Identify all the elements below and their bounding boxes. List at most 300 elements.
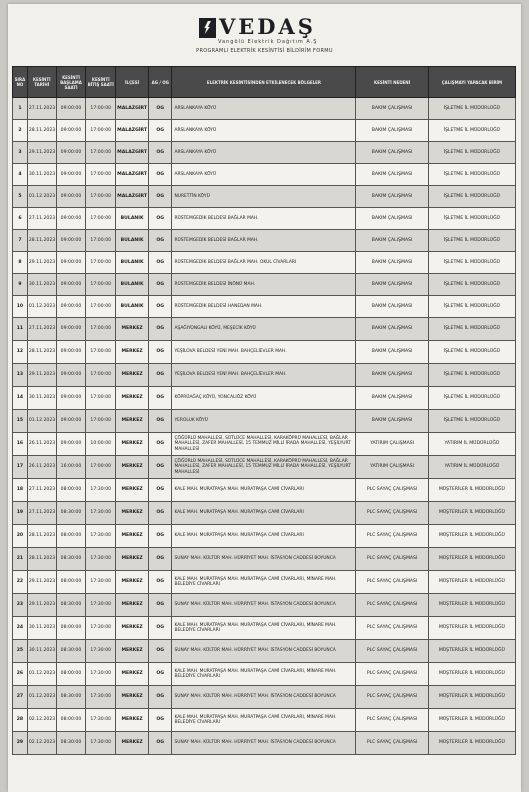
cell-voltage-level: OG <box>149 594 172 617</box>
cell-start-time: 08:30:00 <box>56 686 86 709</box>
cell-end-time: 17:00:00 <box>86 142 116 164</box>
cell-reason: PLC SAYAÇ ÇALIŞMASI <box>356 686 428 709</box>
table-row <box>13 594 516 617</box>
cell-end-time: 17:30:00 <box>86 640 116 663</box>
cell-reason: PLC SAYAÇ ÇALIŞMASI <box>356 502 428 525</box>
cell-start-time: 09:00:00 <box>56 142 86 164</box>
cell-end-time: 17:00:00 <box>86 274 116 296</box>
cell-date: 30.11.2023 <box>27 387 56 410</box>
cell-end-time: 17:00:00 <box>86 341 116 364</box>
cell-responsible-unit: MÜŞTERİLER İL MÜDÜRLÜĞÜ <box>428 548 515 571</box>
cell-date: 01.12.2023 <box>27 296 56 318</box>
cell-row-number: 26 <box>13 663 28 686</box>
cell-date: 29.11.2023 <box>27 364 56 387</box>
cell-voltage-level: OG <box>149 617 172 640</box>
column-header-district: İLÇESİ <box>116 67 149 98</box>
cell-end-time: 17:00:00 <box>86 98 116 120</box>
cell-date: 27.11.2023 <box>27 98 56 120</box>
cell-responsible-unit: İŞLETME İL MÜDÜRLÜĞÜ <box>428 410 515 433</box>
cell-voltage-level: OG <box>149 341 172 364</box>
cell-affected-regions: SUNAY MAH. KÜLTÜR MAH. HÜRRİYET MAH. İSTASYON CADDESİ BOYUNCA <box>172 732 356 755</box>
cell-start-time: 09:00:00 <box>56 318 86 341</box>
cell-affected-regions: KALE MAH. MURATPAŞA MAH. MURATPAŞA CAMİ CİVARLARI <box>172 479 356 502</box>
document-page <box>8 4 521 792</box>
cell-reason: PLC SAYAÇ ÇALIŞMASI <box>356 709 428 732</box>
cell-row-number: 11 <box>13 318 28 341</box>
cell-responsible-unit: İŞLETME İL MÜDÜRLÜĞÜ <box>428 186 515 208</box>
cell-row-number: 1 <box>13 98 28 120</box>
cell-affected-regions: RÜSTEMGEDİK BELDESİ HANEDAN MAH. <box>172 296 356 318</box>
cell-end-time: 17:00:00 <box>86 318 116 341</box>
cell-responsible-unit: İŞLETME İL MÜDÜRLÜĞÜ <box>428 341 515 364</box>
cell-voltage-level: OG <box>149 318 172 341</box>
cell-date: 01.12.2023 <box>27 186 56 208</box>
cell-date: 29.11.2023 <box>27 142 56 164</box>
cell-responsible-unit: İŞLETME İL MÜDÜRLÜĞÜ <box>428 230 515 252</box>
column-header-date: KESİNTİ TARİHİ <box>27 67 56 98</box>
cell-affected-regions: RÜSTEMGEDİK BELDESİ BAĞLAR MAH. OKUL CİVARLARI <box>172 252 356 274</box>
table-row <box>13 410 516 433</box>
cell-reason: BAKIM ÇALIŞMASI <box>356 387 428 410</box>
column-header-end-time: KESİNTİ BİTİŞ SAATİ <box>86 67 116 98</box>
table-row <box>13 548 516 571</box>
cell-end-time: 17:00:00 <box>86 410 116 433</box>
cell-affected-regions: RÜSTEMGEDİK BELDESİ BAĞLAR MAH. <box>172 208 356 230</box>
cell-voltage-level: OG <box>149 387 172 410</box>
cell-date: 01.12.2023 <box>27 663 56 686</box>
cell-row-number: 28 <box>13 709 28 732</box>
cell-responsible-unit: İŞLETME İL MÜDÜRLÜĞÜ <box>428 318 515 341</box>
table-row <box>13 479 516 502</box>
cell-end-time: 17:00:00 <box>86 230 116 252</box>
cell-district: MERKEZ <box>116 456 149 479</box>
cell-voltage-level: OG <box>149 296 172 318</box>
cell-affected-regions: RÜSTEMGEDİK BELDESİ BAĞLAR MAH. <box>172 230 356 252</box>
cell-voltage-level: OG <box>149 164 172 186</box>
cell-start-time: 09:00:00 <box>56 387 86 410</box>
cell-responsible-unit: MÜŞTERİLER İL MÜDÜRLÜĞÜ <box>428 732 515 755</box>
cell-row-number: 9 <box>13 274 28 296</box>
cell-voltage-level: OG <box>149 479 172 502</box>
cell-start-time: 08:30:00 <box>56 502 86 525</box>
cell-start-time: 08:30:00 <box>56 640 86 663</box>
cell-date: 28.11.2023 <box>27 525 56 548</box>
cell-district: MALAZGİRT <box>116 98 149 120</box>
cell-affected-regions: RÜSTEMGEDİK BELDESİ İNÖNÜ MAH. <box>172 274 356 296</box>
cell-row-number: 13 <box>13 364 28 387</box>
cell-start-time: 16:00:00 <box>56 456 86 479</box>
cell-date: 27.11.2023 <box>27 208 56 230</box>
cell-affected-regions: ÇÖĞÜRLÜ MAHALLESİ, SÜTLÜCE MAHALLESİ, KARAKÖPRÜ MAHALLESİ, BAĞLAR MAHALLESİ, ZAFER MAHALLESİ, 15 TEMMUZ MİLLİ İRADA MAHALLESİ, YEŞİLYURT MAHALLESİ <box>172 433 356 456</box>
cell-date: 27.11.2023 <box>27 502 56 525</box>
cell-start-time: 09:00:00 <box>56 98 86 120</box>
cell-district: MALAZGİRT <box>116 164 149 186</box>
cell-affected-regions: YEŞİLOVA BELDESİ YENİ MAH. BAHÇELİEVLER MAH. <box>172 341 356 364</box>
cell-reason: BAKIM ÇALIŞMASI <box>356 296 428 318</box>
cell-start-time: 09:00:00 <box>56 410 86 433</box>
table-row <box>13 686 516 709</box>
cell-voltage-level: OG <box>149 364 172 387</box>
cell-reason: BAKIM ÇALIŞMASI <box>356 341 428 364</box>
column-header-unit: ÇALIŞMAYI YAPACAK BİRİM <box>428 67 515 98</box>
cell-voltage-level: OG <box>149 274 172 296</box>
cell-affected-regions: KÖPRÜAĞAÇ KÖYÜ, YONCALIÖZ KÖYÜ <box>172 387 356 410</box>
cell-reason: BAKIM ÇALIŞMASI <box>356 186 428 208</box>
cell-row-number: 25 <box>13 640 28 663</box>
cell-reason: BAKIM ÇALIŞMASI <box>356 364 428 387</box>
cell-reason: PLC SAYAÇ ÇALIŞMASI <box>356 617 428 640</box>
cell-start-time: 08:00:00 <box>56 571 86 594</box>
cell-date: 26.11.2023 <box>27 456 56 479</box>
cell-affected-regions: KALE MAH. MURATPAŞA MAH. MURATPAŞA CAMİ CİVARLARI, MİNARE MAH. BELEDİYE CİVARLARI <box>172 663 356 686</box>
cell-affected-regions: SUNAY MAH. KÜLTÜR MAH. HÜRRİYET MAH. İSTASYON CADDESİ BOYUNCA <box>172 594 356 617</box>
cell-responsible-unit: İŞLETME İL MÜDÜRLÜĞÜ <box>428 208 515 230</box>
column-header-start-time: KESİNTİ BAŞLAMA SAATİ <box>56 67 86 98</box>
cell-start-time: 09:00:00 <box>56 120 86 142</box>
cell-district: MERKEZ <box>116 433 149 456</box>
cell-date: 28.11.2023 <box>27 120 56 142</box>
table-row <box>13 98 516 120</box>
cell-affected-regions: ARSLANKAYA KÖYÜ <box>172 120 356 142</box>
table-row <box>13 387 516 410</box>
table-row <box>13 709 516 732</box>
cell-affected-regions: ARSLANKAYA KÖYÜ <box>172 98 356 120</box>
table-row <box>13 456 516 479</box>
cell-start-time: 09:00:00 <box>56 364 86 387</box>
cell-responsible-unit: MÜŞTERİLER İL MÜDÜRLÜĞÜ <box>428 663 515 686</box>
cell-affected-regions: KALE MAH. MURATPAŞA MAH. MURATPAŞA CAMİ CİVARLARI, MİNARE MAH. BELEDİYE CİVARLARI <box>172 709 356 732</box>
cell-end-time: 17:30:00 <box>86 709 116 732</box>
cell-responsible-unit: İŞLETME İL MÜDÜRLÜĞÜ <box>428 164 515 186</box>
cell-end-time: 17:30:00 <box>86 548 116 571</box>
cell-district: MERKEZ <box>116 318 149 341</box>
cell-start-time: 08:30:00 <box>56 548 86 571</box>
cell-reason: BAKIM ÇALIŞMASI <box>356 274 428 296</box>
cell-start-time: 08:00:00 <box>56 709 86 732</box>
logo-text: VEDAŞ <box>219 14 316 39</box>
cell-voltage-level: OG <box>149 230 172 252</box>
cell-end-time: 17:00:00 <box>86 387 116 410</box>
cell-row-number: 12 <box>13 341 28 364</box>
cell-voltage-level: OG <box>149 663 172 686</box>
cell-district: MERKEZ <box>116 548 149 571</box>
cell-responsible-unit: MÜŞTERİLER İL MÜDÜRLÜĞÜ <box>428 479 515 502</box>
cell-start-time: 09:00:00 <box>56 296 86 318</box>
cell-reason: YATIRIM ÇALIŞMASI <box>356 456 428 479</box>
cell-voltage-level: OG <box>149 571 172 594</box>
cell-date: 28.11.2023 <box>27 341 56 364</box>
table-row <box>13 230 516 252</box>
cell-date: 30.11.2023 <box>27 617 56 640</box>
cell-district: MERKEZ <box>116 709 149 732</box>
cell-responsible-unit: MÜŞTERİLER İL MÜDÜRLÜĞÜ <box>428 617 515 640</box>
cell-row-number: 4 <box>13 164 28 186</box>
cell-reason: BAKIM ÇALIŞMASI <box>356 208 428 230</box>
cell-responsible-unit: MÜŞTERİLER İL MÜDÜRLÜĞÜ <box>428 525 515 548</box>
cell-row-number: 19 <box>13 502 28 525</box>
cell-affected-regions: KALE MAH. MURATPAŞA MAH. MURATPAŞA CAMİ CİVARLARI <box>172 502 356 525</box>
cell-end-time: 17:00:00 <box>86 120 116 142</box>
cell-district: MERKEZ <box>116 686 149 709</box>
cell-row-number: 21 <box>13 548 28 571</box>
cell-district: BULANIK <box>116 230 149 252</box>
cell-responsible-unit: MÜŞTERİLER İL MÜDÜRLÜĞÜ <box>428 686 515 709</box>
table-row <box>13 433 516 456</box>
cell-district: MERKEZ <box>116 594 149 617</box>
cell-affected-regions: NURETTİN KÖYÜ <box>172 186 356 208</box>
cell-voltage-level: OG <box>149 456 172 479</box>
cell-date: 29.11.2023 <box>27 252 56 274</box>
lightning-logo-icon <box>199 18 216 38</box>
column-header-reason: KESİNTİ NEDENİ <box>356 67 428 98</box>
cell-district: MERKEZ <box>116 341 149 364</box>
cell-district: MERKEZ <box>116 663 149 686</box>
cell-start-time: 09:00:00 <box>56 252 86 274</box>
cell-end-time: 17:00:00 <box>86 186 116 208</box>
cell-end-time: 17:30:00 <box>86 663 116 686</box>
cell-reason: PLC SAYAÇ ÇALIŞMASI <box>356 571 428 594</box>
cell-responsible-unit: MÜŞTERİLER İL MÜDÜRLÜĞÜ <box>428 709 515 732</box>
cell-responsible-unit: İŞLETME İL MÜDÜRLÜĞÜ <box>428 364 515 387</box>
cell-voltage-level: OG <box>149 709 172 732</box>
cell-voltage-level: OG <box>149 252 172 274</box>
cell-start-time: 09:00:00 <box>56 341 86 364</box>
table-body <box>13 98 516 755</box>
cell-district: MERKEZ <box>116 732 149 755</box>
cell-district: MERKEZ <box>116 410 149 433</box>
table-row <box>13 571 516 594</box>
cell-end-time: 17:00:00 <box>86 252 116 274</box>
cell-affected-regions: SUNAY MAH. KÜLTÜR MAH. HÜRRİYET MAH. İSTASYON CADDESİ BOYUNCA <box>172 548 356 571</box>
cell-voltage-level: OG <box>149 142 172 164</box>
cell-reason: PLC SAYAÇ ÇALIŞMASI <box>356 640 428 663</box>
cell-start-time: 09:00:00 <box>56 433 86 456</box>
cell-start-time: 09:00:00 <box>56 274 86 296</box>
cell-row-number: 2 <box>13 120 28 142</box>
cell-date: 30.11.2023 <box>27 640 56 663</box>
table-row <box>13 663 516 686</box>
cell-reason: BAKIM ÇALIŞMASI <box>356 230 428 252</box>
column-header-sira-no: SIRA NO <box>13 67 28 98</box>
cell-voltage-level: OG <box>149 208 172 230</box>
cell-end-time: 17:30:00 <box>86 571 116 594</box>
cell-district: MALAZGİRT <box>116 142 149 164</box>
table-row <box>13 617 516 640</box>
table-row <box>13 640 516 663</box>
cell-start-time: 09:00:00 <box>56 164 86 186</box>
table-header-row <box>13 67 516 98</box>
cell-start-time: 09:00:00 <box>56 186 86 208</box>
cell-date: 28.11.2023 <box>27 230 56 252</box>
cell-district: BULANIK <box>116 296 149 318</box>
table-row <box>13 341 516 364</box>
cell-start-time: 08:30:00 <box>56 732 86 755</box>
table-row <box>13 274 516 296</box>
table-row <box>13 120 516 142</box>
outage-schedule-table <box>12 66 516 755</box>
cell-date: 02.12.2023 <box>27 709 56 732</box>
cell-responsible-unit: İŞLETME İL MÜDÜRLÜĞÜ <box>428 120 515 142</box>
cell-row-number: 29 <box>13 732 28 755</box>
cell-reason: PLC SAYAÇ ÇALIŞMASI <box>356 663 428 686</box>
cell-row-number: 18 <box>13 479 28 502</box>
cell-date: 01.12.2023 <box>27 410 56 433</box>
cell-reason: BAKIM ÇALIŞMASI <box>356 98 428 120</box>
cell-end-time: 17:00:00 <box>86 364 116 387</box>
cell-district: MERKEZ <box>116 502 149 525</box>
cell-affected-regions: ÇÖĞÜRLÜ MAHALLESİ, SÜTLÜCE MAHALLESİ, KARAKÖPRÜ MAHALLESİ, BAĞLAR MAHALLESİ, ZAFER MAHALLESİ, 15 TEMMUZ MİLLİ İRADA MAHALLESİ, YEŞİLYURT MAHALLESİ <box>172 456 356 479</box>
table-row <box>13 502 516 525</box>
table-row <box>13 525 516 548</box>
cell-district: MERKEZ <box>116 571 149 594</box>
cell-row-number: 6 <box>13 208 28 230</box>
cell-end-time: 17:00:00 <box>86 164 116 186</box>
cell-reason: PLC SAYAÇ ÇALIŞMASI <box>356 548 428 571</box>
table-row <box>13 732 516 755</box>
table-row <box>13 252 516 274</box>
cell-row-number: 10 <box>13 296 28 318</box>
cell-row-number: 16 <box>13 433 28 456</box>
cell-affected-regions: SUNAY MAH. KÜLTÜR MAH. HÜRRİYET MAH. İSTASYON CADDESİ BOYUNCA <box>172 686 356 709</box>
cell-row-number: 20 <box>13 525 28 548</box>
cell-voltage-level: OG <box>149 433 172 456</box>
cell-reason: BAKIM ÇALIŞMASI <box>356 318 428 341</box>
cell-end-time: 17:30:00 <box>86 525 116 548</box>
cell-end-time: 17:00:00 <box>86 456 116 479</box>
form-title: PROGRAMLI ELEKTRİK KESİNTİSİ BİLDİRİM FORMU <box>196 48 333 54</box>
document-header <box>8 14 521 62</box>
cell-date: 01.12.2023 <box>27 686 56 709</box>
cell-district: MERKEZ <box>116 617 149 640</box>
cell-responsible-unit: İŞLETME İL MÜDÜRLÜĞÜ <box>428 252 515 274</box>
cell-district: BULANIK <box>116 252 149 274</box>
table-row <box>13 186 516 208</box>
cell-start-time: 09:00:00 <box>56 230 86 252</box>
cell-date: 28.11.2023 <box>27 548 56 571</box>
cell-reason: BAKIM ÇALIŞMASI <box>356 164 428 186</box>
cell-row-number: 22 <box>13 571 28 594</box>
cell-district: MERKEZ <box>116 479 149 502</box>
cell-end-time: 17:30:00 <box>86 594 116 617</box>
cell-district: MERKEZ <box>116 640 149 663</box>
cell-reason: BAKIM ÇALIŞMASI <box>356 410 428 433</box>
cell-reason: BAKIM ÇALIŞMASI <box>356 252 428 274</box>
cell-district: BULANIK <box>116 208 149 230</box>
cell-affected-regions: ARSLANKAYA KÖYÜ <box>172 164 356 186</box>
cell-row-number: 7 <box>13 230 28 252</box>
cell-affected-regions: KALE MAH. MURATPAŞA MAH. MURATPAŞA CAMİ CİVARLARI, MİNARE MAH. BELEDİYE CİVARLARI <box>172 617 356 640</box>
cell-district: MALAZGİRT <box>116 186 149 208</box>
cell-end-time: 17:30:00 <box>86 686 116 709</box>
cell-responsible-unit: MÜŞTERİLER İL MÜDÜRLÜĞÜ <box>428 594 515 617</box>
cell-district: MERKEZ <box>116 387 149 410</box>
cell-end-time: 17:30:00 <box>86 617 116 640</box>
cell-responsible-unit: İŞLETME İL MÜDÜRLÜĞÜ <box>428 98 515 120</box>
cell-voltage-level: OG <box>149 186 172 208</box>
column-header-regions: ELEKTRİK KESİNTİSİNDEN ETKİLENECEK BÖLGELER <box>172 67 356 98</box>
cell-start-time: 09:00:00 <box>56 208 86 230</box>
cell-responsible-unit: İŞLETME İL MÜDÜRLÜĞÜ <box>428 296 515 318</box>
cell-date: 30.11.2023 <box>27 164 56 186</box>
cell-row-number: 24 <box>13 617 28 640</box>
cell-row-number: 15 <box>13 410 28 433</box>
table-row <box>13 208 516 230</box>
cell-end-time: 17:30:00 <box>86 502 116 525</box>
cell-row-number: 5 <box>13 186 28 208</box>
cell-reason: PLC SAYAÇ ÇALIŞMASI <box>356 594 428 617</box>
cell-row-number: 14 <box>13 387 28 410</box>
cell-date: 27.11.2023 <box>27 318 56 341</box>
cell-row-number: 8 <box>13 252 28 274</box>
cell-date: 30.11.2023 <box>27 274 56 296</box>
cell-reason: PLC SAYAÇ ÇALIŞMASI <box>356 479 428 502</box>
cell-reason: BAKIM ÇALIŞMASI <box>356 142 428 164</box>
cell-start-time: 08:00:00 <box>56 479 86 502</box>
cell-voltage-level: OG <box>149 410 172 433</box>
cell-reason: BAKIM ÇALIŞMASI <box>356 120 428 142</box>
cell-date: 02.12.2023 <box>27 732 56 755</box>
cell-reason: PLC SAYAÇ ÇALIŞMASI <box>356 525 428 548</box>
cell-affected-regions: SUNAY MAH. KÜLTÜR MAH. HÜRRİYET MAH. İSTASYON CADDESİ BOYUNCA <box>172 640 356 663</box>
cell-affected-regions: AŞAĞIYONGALI KÖYÜ, MEŞECİK KÖYÜ <box>172 318 356 341</box>
cell-affected-regions: KALE MAH. MURATPAŞA MAH. MURATPAŞA CAMİ CİVARLARI <box>172 525 356 548</box>
cell-reason: YATIRIM ÇALIŞMASI <box>356 433 428 456</box>
cell-voltage-level: OG <box>149 525 172 548</box>
cell-row-number: 27 <box>13 686 28 709</box>
cell-date: 29.11.2023 <box>27 571 56 594</box>
cell-district: BULANIK <box>116 274 149 296</box>
cell-responsible-unit: İŞLETME İL MÜDÜRLÜĞÜ <box>428 274 515 296</box>
cell-responsible-unit: MÜŞTERİLER İL MÜDÜRLÜĞÜ <box>428 571 515 594</box>
cell-row-number: 3 <box>13 142 28 164</box>
cell-end-time: 17:00:00 <box>86 296 116 318</box>
cell-district: MALAZGİRT <box>116 120 149 142</box>
cell-responsible-unit: YATIRIM İL MÜDÜRLÜĞÜ <box>428 456 515 479</box>
cell-responsible-unit: MÜŞTERİLER İL MÜDÜRLÜĞÜ <box>428 640 515 663</box>
cell-start-time: 08:00:00 <box>56 525 86 548</box>
cell-start-time: 08:00:00 <box>56 617 86 640</box>
cell-start-time: 08:00:00 <box>56 663 86 686</box>
cell-row-number: 17 <box>13 456 28 479</box>
cell-date: 29.11.2023 <box>27 594 56 617</box>
cell-responsible-unit: YATIRIM İL MÜDÜRLÜĞÜ <box>428 433 515 456</box>
cell-responsible-unit: İŞLETME İL MÜDÜRLÜĞÜ <box>428 142 515 164</box>
table-row <box>13 296 516 318</box>
cell-affected-regions: ARSLANKAYA KÖYÜ <box>172 142 356 164</box>
cell-voltage-level: OG <box>149 548 172 571</box>
table-row <box>13 142 516 164</box>
column-header-ag-og: AG / OG <box>149 67 172 98</box>
cell-voltage-level: OG <box>149 502 172 525</box>
cell-end-time: 17:30:00 <box>86 479 116 502</box>
table-row <box>13 318 516 341</box>
cell-responsible-unit: İŞLETME İL MÜDÜRLÜĞÜ <box>428 387 515 410</box>
cell-start-time: 08:30:00 <box>56 594 86 617</box>
cell-voltage-level: OG <box>149 640 172 663</box>
cell-row-number: 23 <box>13 594 28 617</box>
cell-responsible-unit: MÜŞTERİLER İL MÜDÜRLÜĞÜ <box>428 502 515 525</box>
cell-date: 27.11.2023 <box>27 479 56 502</box>
table-row <box>13 364 516 387</box>
cell-voltage-level: OG <box>149 120 172 142</box>
cell-voltage-level: OG <box>149 98 172 120</box>
cell-affected-regions: YEROLUK KÖYÜ <box>172 410 356 433</box>
cell-affected-regions: YEŞİLOVA BELDESİ YENİ MAH. BAHÇELİEVLER MAH. <box>172 364 356 387</box>
cell-affected-regions: KALE MAH. MURATPAŞA MAH. MURATPAŞA CAMİ CİVARLARI, MİNARE MAH. BELEDİYE CİVARLARI <box>172 571 356 594</box>
logo-subtitle: Vangölü Elektrik Dağıtım A.Ş <box>218 39 318 45</box>
cell-district: MERKEZ <box>116 525 149 548</box>
cell-end-time: 17:30:00 <box>86 732 116 755</box>
